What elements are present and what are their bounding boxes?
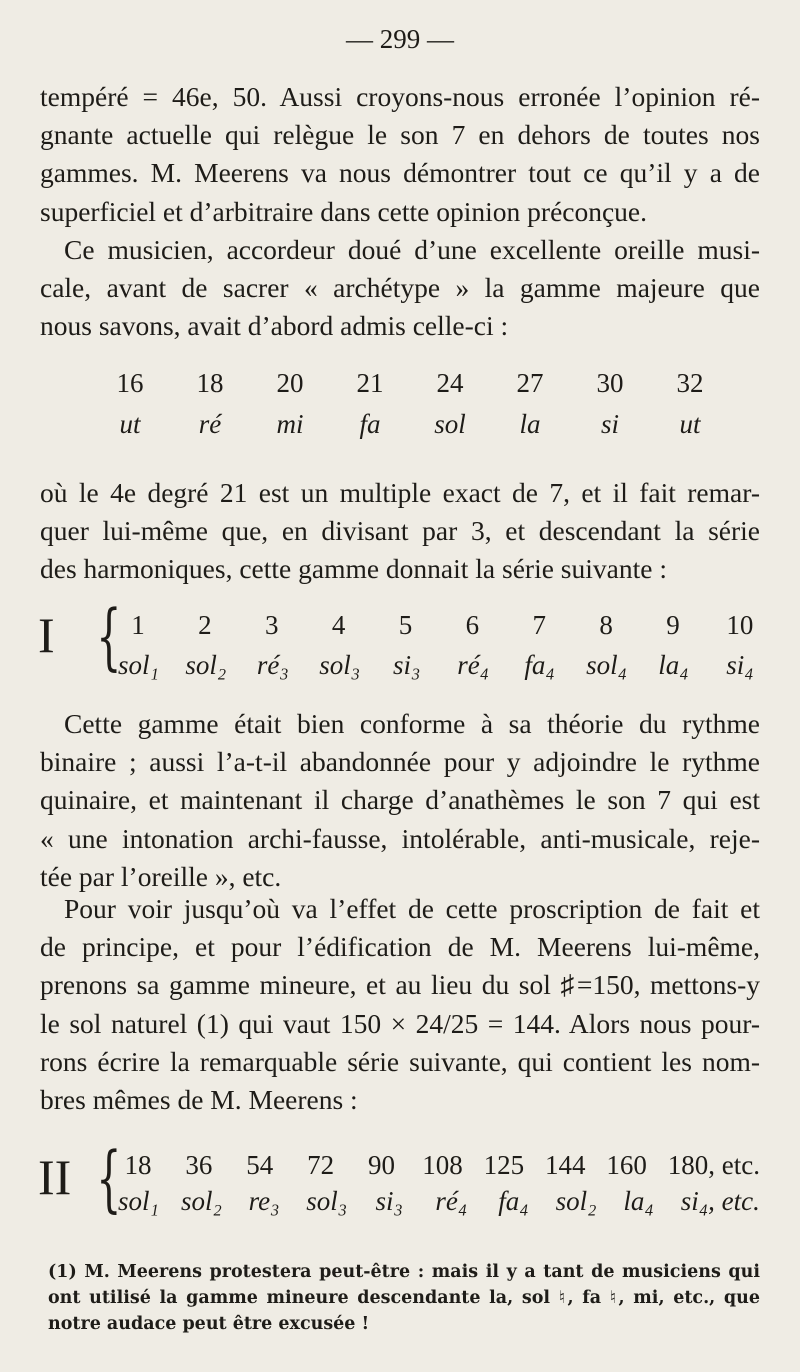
- page-number: — 299 —: [346, 24, 454, 54]
- text-line: Cette gamme était bien conforme à sa théorie du rythme: [64, 708, 760, 739]
- series-number: 3: [265, 610, 279, 640]
- text-line: nous savons, avait d’abord admis celle-ci :: [40, 310, 509, 342]
- text-line: où le 4e degré 21 est un multiple exact de 7, et il fait remar-: [40, 477, 760, 508]
- paragraph-1: [40, 78, 760, 231]
- text-line: « une intonation archi-fausse, intolérable, anti-musicale, reje-: [40, 822, 760, 854]
- series-note: sol₃: [319, 650, 361, 680]
- series-label: II: [38, 1149, 72, 1205]
- scale-number: 20: [276, 368, 304, 398]
- series-note: ré₄: [457, 650, 490, 680]
- series-number: 180, etc.: [667, 1150, 760, 1180]
- text-line: Pour voir jusqu’où va l’effet de cette proscription de fait et: [64, 893, 760, 924]
- series-note: ré₃: [256, 650, 289, 680]
- paragraph-2: [40, 231, 760, 346]
- brace-glyph: {: [96, 1136, 122, 1220]
- series-number: 160: [606, 1150, 647, 1180]
- text-line: de principe, et pour l’édification de M. Meerens lui-même,: [40, 931, 760, 963]
- series-note: re₃: [248, 1186, 280, 1216]
- scale-number: 32: [676, 368, 704, 398]
- scale-note: la: [519, 409, 541, 439]
- series-note: la₄: [623, 1186, 654, 1216]
- paragraph-5: [40, 890, 760, 1119]
- scale-note: ut: [119, 409, 141, 439]
- series-number: 2: [198, 610, 212, 640]
- text-line: gammes. M. Meerens va nous démontrer tout ce qu’il y a de: [40, 157, 760, 189]
- series-number: 125: [483, 1150, 525, 1180]
- scale-table: [100, 368, 720, 440]
- scale-note: sol: [434, 409, 466, 439]
- scale-note: si: [600, 409, 619, 439]
- series-note: si₄: [726, 650, 754, 680]
- series-number: 144: [545, 1150, 586, 1180]
- footnote-line: (1) M. Meerens protestera peut-être : mais il y a tant de musiciens qui: [48, 1262, 760, 1282]
- text-line: bres mêmes de M. Meerens :: [40, 1083, 358, 1115]
- series-note: si₃: [375, 1186, 403, 1216]
- brace-glyph: {: [96, 594, 122, 678]
- text-line: Ce musicien, accordeur doué d’une excellente oreille musi-: [64, 234, 760, 265]
- scale-numbers-row: [100, 368, 720, 399]
- scale-note: ut: [679, 409, 701, 439]
- series-number: 9: [666, 610, 680, 640]
- series-note: sol₂: [185, 650, 227, 680]
- paragraph-4: [40, 705, 760, 896]
- footnote-line: notre audace peut être excusée !: [48, 1314, 370, 1334]
- scale-number: 30: [596, 368, 624, 398]
- series-note: sol₁: [118, 1186, 159, 1216]
- text-line: quer lui-même que, en divisant par 3, et descendant la série: [40, 515, 760, 547]
- series-note: ré₄: [435, 1186, 468, 1216]
- series-numbers-row: [118, 1150, 760, 1181]
- text-line: prenons sa gamme mineure, et au lieu du sol ♯=150, mettons-y: [40, 969, 760, 1001]
- text-line: quinaire, et maintenant il charge d’anathèmes le son 7 qui est: [40, 784, 760, 816]
- series-number: 4: [331, 610, 346, 640]
- text-line: cale, avant de sacrer « archétype » la gamme majeure que: [40, 272, 760, 304]
- series-notes-row: [118, 1186, 760, 1217]
- text-line: le sol naturel (1) qui vaut 150 × 24/25 = 144. Alors nous pour-: [40, 1007, 760, 1039]
- series-number: 8: [599, 610, 613, 640]
- series-number: 54: [246, 1150, 274, 1180]
- text-line: superficiel et d’arbitraire dans cette opinion préconçue.: [40, 195, 648, 227]
- footnote-line: ont utilisé la gamme mineure descendante la, sol ♮, fa ♮, mi, etc., que: [48, 1288, 760, 1308]
- series-one: [38, 594, 760, 686]
- text-line: gnante actuelle qui relègue le son 7 en dehors de toutes nos: [40, 119, 760, 151]
- series-note: sol₁: [118, 650, 159, 680]
- scale-note: mi: [276, 409, 304, 439]
- text-line: tempéré = 46e, 50. Aussi croyons-nous erronée l’opinion ré-: [40, 81, 760, 112]
- series-note: si₃: [392, 650, 421, 680]
- series-note: sol₃: [306, 1186, 348, 1216]
- series-notes-row: [118, 650, 760, 681]
- footnote: [48, 1259, 760, 1337]
- scale-number: 16: [116, 368, 144, 398]
- series-number: 90: [367, 1150, 395, 1180]
- text-line: binaire ; aussi l’a-t-il abandonnée pour y adjoindre le rythme: [40, 746, 760, 778]
- series-number: 36: [185, 1150, 213, 1180]
- scale-number: 21: [356, 368, 384, 398]
- paragraph-3: [40, 474, 760, 589]
- series-note: si₄, etc.: [680, 1186, 760, 1216]
- series-number: 7: [532, 610, 546, 640]
- series-number: 6: [465, 610, 480, 640]
- series-note: sol₄: [586, 650, 628, 680]
- scale-number: 27: [516, 368, 544, 398]
- scale-number: 18: [196, 368, 224, 398]
- series-number: 1: [131, 610, 145, 640]
- text-line: des harmoniques, cette gamme donnait la série suivante :: [40, 553, 667, 585]
- series-two: [38, 1136, 760, 1228]
- series-note: sol₂: [555, 1186, 597, 1216]
- series-number: 72: [307, 1150, 335, 1180]
- series-numbers-row: [118, 610, 760, 641]
- series-number: 10: [726, 610, 754, 640]
- scale-note: fa: [359, 409, 381, 439]
- series-note: sol₂: [181, 1186, 222, 1216]
- series-number: 108: [422, 1150, 463, 1180]
- series-label: I: [38, 607, 55, 663]
- scale-number: 24: [436, 368, 464, 398]
- scale-note: ré: [198, 409, 222, 439]
- series-note: la₄: [658, 650, 689, 680]
- series-note: fa₄: [524, 650, 555, 680]
- series-note: fa₄: [498, 1186, 529, 1216]
- series-number: 5: [398, 610, 413, 640]
- series-number: 18: [124, 1150, 152, 1180]
- text-line: rons écrire la remarquable série suivante, qui contient les nom-: [40, 1045, 760, 1077]
- scale-notes-row: [100, 399, 720, 440]
- text-line: tée par l’oreille », etc.: [40, 860, 282, 892]
